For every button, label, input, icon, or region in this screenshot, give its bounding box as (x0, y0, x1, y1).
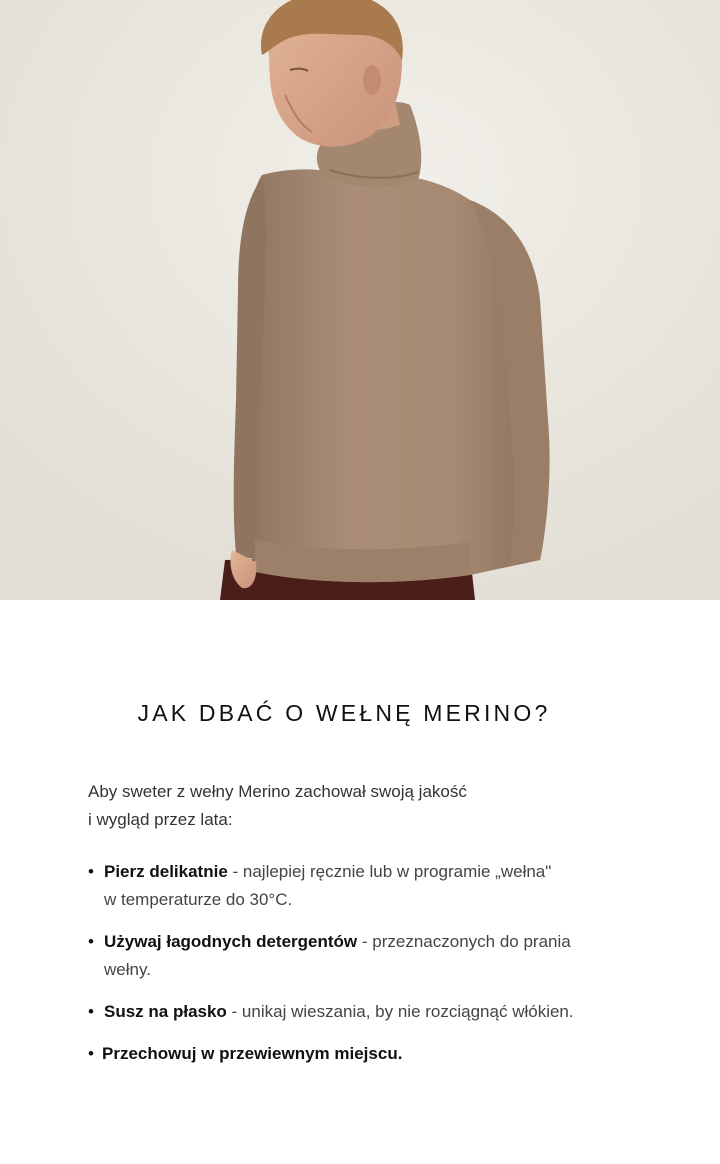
tip-text: - najlepiej ręcznie lub w programie „wełna" (227, 862, 552, 881)
ear (363, 65, 381, 95)
care-section (0, 600, 720, 1164)
tip-wash (88, 858, 668, 914)
tip-text: - przeznaczonych do prania (357, 932, 571, 951)
intro-line-2: i wygląd przez lata: (88, 810, 233, 829)
tip-detergent (88, 928, 668, 984)
intro-line-1: Aby sweter z wełny Merino zachował swoją jakość (88, 782, 467, 801)
bullet-icon: • (88, 862, 94, 881)
care-tips-list (88, 858, 668, 1082)
bullet-icon: • (88, 1002, 94, 1021)
intro-text (88, 778, 648, 834)
tip-text-cont: w temperaturze do 30°C. (104, 890, 293, 909)
tip-store (88, 1040, 668, 1068)
tip-lead: Używaj łagodnych detergentów (104, 932, 358, 951)
tip-lead: Przechowuj w przewiewnym miejscu. (102, 1044, 403, 1063)
tip-lead: Pierz delikatnie (104, 862, 228, 881)
tip-text: - unikaj wieszania, by nie rozciągnąć włókien. (226, 1002, 574, 1021)
tip-dry (88, 998, 668, 1026)
bullet-icon: • (88, 1044, 94, 1063)
tip-text-cont: wełny. (104, 960, 151, 979)
bullet-icon: • (88, 932, 94, 951)
tip-lead: Susz na płasko (104, 1002, 227, 1021)
section-title: JAK DBAĆ O WEŁNĘ MERINO? (137, 700, 551, 726)
